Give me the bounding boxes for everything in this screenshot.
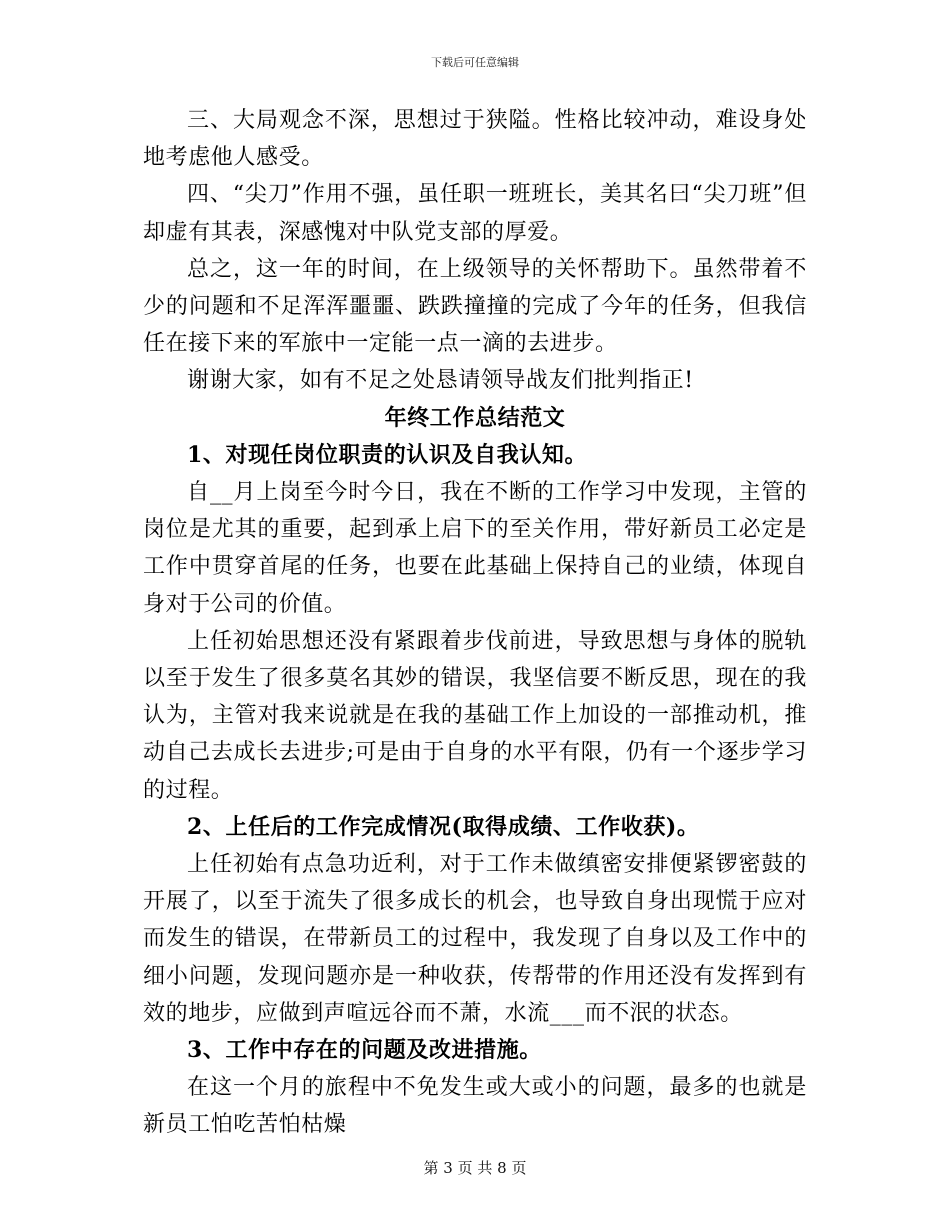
heading-1: 1、对现任岗位职责的认识及自我认知。 (187, 441, 588, 468)
header-note: 下载后可任意编辑 (431, 56, 519, 69)
heading-3: 3、工作中存在的问题及改进措施。 (187, 1037, 542, 1064)
paragraph-1: 三、大局观念不深，思想过于狭隘。性格比较冲动，难设身处地考虑他人感受。 (143, 108, 807, 171)
paragraph-7: 上任初始有点急功近利，对于工作未做缜密安排便紧锣密鼓的开展了，以至于流失了很多成长的机会，也导致自身出现慌于应对而发生的错误，在带新员工的过程中，我发现了自身以及工作中的细小问题，发现问题亦是一种收获，传帮带的作用还没有发挥到有效的地步，应做到声喧远谷而不萧，水流___而不泯的状态。 (143, 852, 807, 1026)
section-title: 年终工作总结范文 (384, 404, 566, 431)
paragraph-3: 总之，这一年的时间，在上级领导的关怀帮助下。虽然带着不少的问题和不足浑浑噩噩、跌跌撞撞的完成了今年的任务，但我信任在接下来的军旅中一定能一点一滴的去进步。 (143, 256, 807, 357)
page-body (143, 102, 807, 1144)
heading-2: 2、上任后的工作完成情况(取得成绩、工作收获)。 (187, 813, 700, 840)
paragraph-2: 四、“尖刀”作用不强，虽任职一班班长，美其名曰“尖刀班”但却虚有其表，深感愧对中队党支部的厚爱。 (143, 182, 807, 245)
paragraph-6: 上任初始思想还没有紧跟着步伐前进，导致思想与身体的脱轨以至于发生了很多莫名其妙的错误，我坚信要不断反思，现在的我认为，主管对我来说就是在我的基础工作上加设的一部推动机，推动自己去成长去进步;可是由于自身的水平有限，仍有一个逐步学习的过程。 (143, 628, 807, 803)
page-footer: 第 3 页 共 8 页 (423, 1159, 527, 1177)
paragraph-4: 谢谢大家，如有不足之处恳请领导战友们批判指正! (187, 368, 694, 394)
paragraph-8: 在这一个月的旅程中不免发生或大或小的问题，最多的也就是新员工怕吃苦怕枯燥 (143, 1075, 807, 1138)
paragraph-5: 自__月上岗至今时今日，我在不断的工作学习中发现，主管的岗位是尤其的重要，起到承上启下的至关作用，带好新员工必定是工作中贯穿首尾的任务，也要在此基础上保持自己的业绩，体现自身对于公司的价值。 (143, 480, 807, 617)
